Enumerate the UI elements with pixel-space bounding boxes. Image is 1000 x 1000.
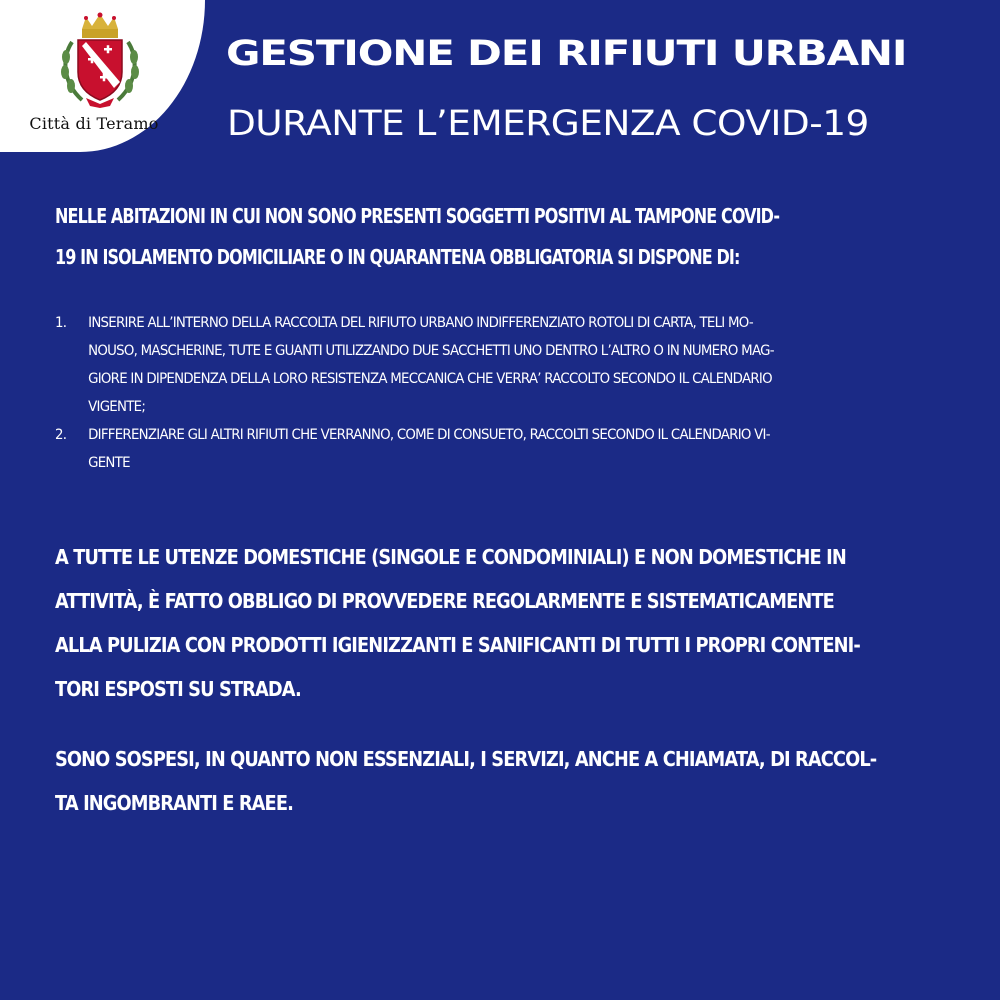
- list-item: [55, 309, 947, 421]
- closing-line: TA INGOMBRANTI E RAEE.: [55, 791, 293, 815]
- teramo-coat-of-arms-icon: [50, 12, 150, 112]
- list-item-number: 1.: [55, 315, 67, 331]
- paragraph-line: A TUTTE LE UTENZE DOMESTICHE (SINGOLE E CONDOMINIALI) E NON DOMESTICHE IN: [55, 545, 846, 569]
- poster-title: GESTIONE DEI RIFIUTI URBANI: [226, 34, 907, 74]
- paragraph-line: TORI ESPOSTI SU STRADA.: [55, 677, 301, 701]
- poster-subtitle: DURANTE L’EMERGENZA COVID-19: [227, 104, 869, 144]
- intro-text: [55, 196, 887, 278]
- paragraph-line: ALLA PULIZIA CON PRODOTTI IGIENIZZANTI E SANIFICANTI DI TUTTI I PROPRI CONTENI-: [55, 633, 860, 657]
- list-item-line: GIORE IN DIPENDENZA DELLA LORO RESISTENZA MECCANICA CHE VERRA’ RACCOLTO SECONDO IL CALENDARIO: [88, 371, 772, 387]
- suspended-services-text: [55, 737, 909, 825]
- logo-panel: [0, 0, 205, 152]
- list-item: [55, 421, 947, 477]
- list-item-line: DIFFERENZIARE GLI ALTRI RIFIUTI CHE VERRANNO, COME DI CONSUETO, RACCOLTI SECONDO IL CALENDARIO VI-: [88, 427, 770, 443]
- closing-line: SONO SOSPESI, IN QUANTO NON ESSENZIALI, I SERVIZI, ANCHE A CHIAMATA, DI RACCOL-: [55, 747, 877, 771]
- list-item-line: VIGENTE;: [88, 399, 146, 415]
- instructions-list: [55, 309, 947, 477]
- list-item-line: NOUSO, MASCHERINE, TUTE E GUANTI UTILIZZANDO DUE SACCHETTI UNO DENTRO L’ALTRO O IN NUMERO MAG-: [88, 343, 774, 359]
- list-item-line: INSERIRE ALL’INTERNO DELLA RACCOLTA DEL RIFIUTO URBANO INDIFFERENZIATO ROTOLI DI CARTA, TELI MO-: [88, 315, 753, 331]
- city-name: Città di Teramo: [29, 114, 159, 133]
- cleaning-obligation-text: [55, 535, 945, 711]
- paragraph-line: ATTIVITÀ, È FATTO OBBLIGO DI PROVVEDERE REGOLARMENTE E SISTEMATICAMENTE: [55, 589, 834, 613]
- list-item-line: GENTE: [88, 455, 130, 471]
- list-item-number: 2.: [55, 427, 67, 443]
- intro-line: 19 IN ISOLAMENTO DOMICILIARE O IN QUARANTENA OBBLIGATORIA SI DISPONE DI:: [55, 245, 740, 269]
- intro-line: NELLE ABITAZIONI IN CUI NON SONO PRESENTI SOGGETTI POSITIVI AL TAMPONE COVID-: [55, 204, 780, 228]
